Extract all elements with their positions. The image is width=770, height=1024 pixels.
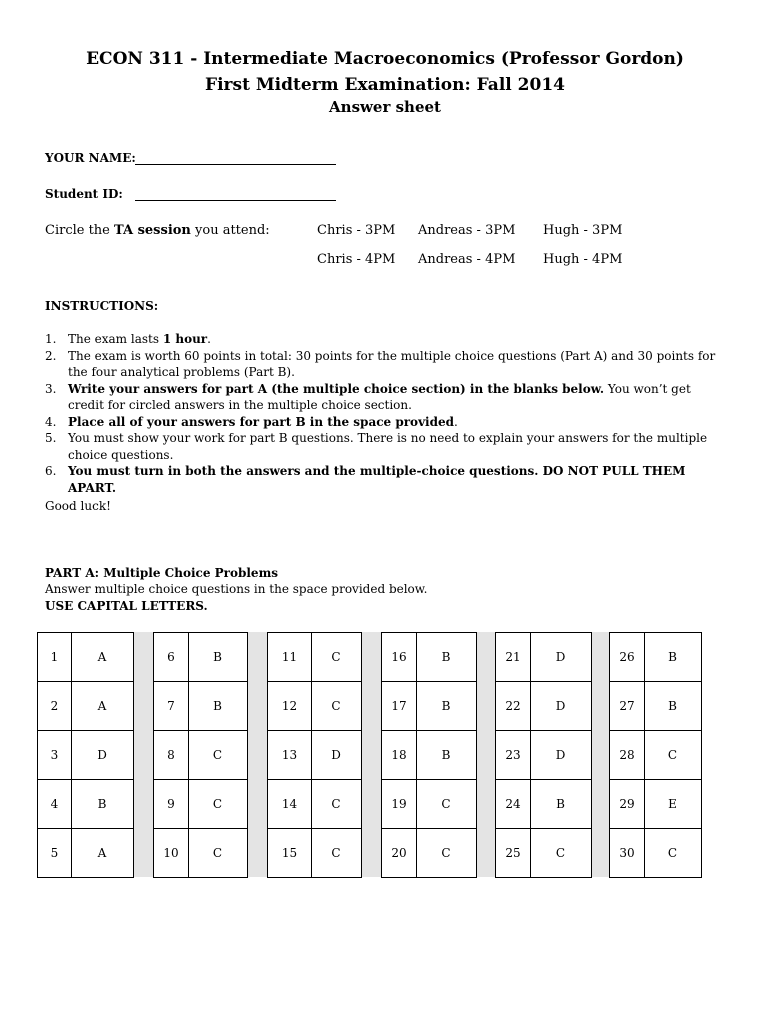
answer-cell[interactable]: A <box>97 699 107 713</box>
question-number: 28 <box>619 748 635 762</box>
instruction-number: 1. <box>45 332 57 346</box>
answer-cell[interactable]: B <box>668 650 677 664</box>
question-number: 24 <box>505 797 521 811</box>
instruction-text: Place all of your answers for part B in the space provided. <box>68 414 458 429</box>
answer-cell[interactable]: A <box>97 650 107 664</box>
answer-cell[interactable]: B <box>97 797 107 811</box>
question-number: 25 <box>505 846 521 860</box>
question-number: 7 <box>167 699 175 713</box>
answer-cell[interactable]: C <box>212 797 223 811</box>
part-a-heading: PART A: Multiple Choice Problems <box>45 566 279 580</box>
answer-cell[interactable]: C <box>441 846 451 860</box>
question-number: 16 <box>391 650 407 664</box>
answer-cell[interactable]: A <box>97 846 107 860</box>
answer-cell[interactable]: B <box>556 797 565 811</box>
question-number: 17 <box>391 699 407 713</box>
instruction-item <box>45 331 725 348</box>
question-number: 1 <box>50 650 59 664</box>
student-id-field[interactable] <box>135 200 336 201</box>
answer-cell[interactable]: D <box>555 699 566 713</box>
question-number: 18 <box>391 748 407 762</box>
question-number: 10 <box>163 846 179 860</box>
instructions-list <box>45 331 725 496</box>
session-option[interactable]: Hugh - 4PM <box>543 252 623 267</box>
instruction-number: 6. <box>45 464 57 478</box>
answer-column <box>381 632 477 878</box>
ta-session-prompt: Circle the TA session you attend: <box>45 223 270 238</box>
answer-cell[interactable]: C <box>331 797 341 811</box>
question-number: 13 <box>281 748 298 762</box>
question-number: 27 <box>619 699 635 713</box>
answer-cell[interactable]: C <box>331 699 341 713</box>
instruction-number: 2. <box>45 348 57 363</box>
name-field[interactable] <box>135 164 336 165</box>
answer-column <box>267 632 362 878</box>
answer-cell[interactable]: C <box>212 748 223 762</box>
instruction-item <box>45 430 725 463</box>
closing-text: Good luck! <box>45 499 111 513</box>
answer-cell[interactable]: D <box>555 650 566 664</box>
answer-cell[interactable]: C <box>667 748 678 762</box>
answer-cell[interactable]: C <box>331 846 341 860</box>
instruction-number: 5. <box>45 431 57 445</box>
student-id-label: Student ID: <box>45 187 123 201</box>
question-number: 6 <box>167 650 175 664</box>
answer-cell[interactable]: B <box>213 699 222 713</box>
question-number: 12 <box>281 699 298 713</box>
answer-cell[interactable]: C <box>331 650 341 664</box>
instruction-number: 4. <box>45 414 57 429</box>
instruction-number: 3. <box>45 381 57 396</box>
session-option[interactable]: Chris - 4PM <box>317 252 396 267</box>
question-number: 15 <box>281 846 298 860</box>
instruction-text: The exam is worth 60 points in total: 30 points for the multiple choice questions (Part A) and 30 points for the four analytical problems (Part B). <box>68 348 716 379</box>
instructions-heading: INSTRUCTIONS: <box>45 299 159 313</box>
question-number: 4 <box>50 797 59 811</box>
answer-cell[interactable]: B <box>441 748 451 762</box>
question-number: 11 <box>281 650 298 664</box>
answer-cell[interactable]: B <box>668 699 677 713</box>
question-number: 23 <box>505 748 521 762</box>
answer-cell[interactable]: D <box>331 748 341 762</box>
instruction-item <box>45 414 725 431</box>
question-number: 5 <box>50 846 59 860</box>
question-number: 29 <box>619 797 635 811</box>
answer-column <box>153 632 248 878</box>
answer-cell[interactable]: D <box>555 748 566 762</box>
answer-cell[interactable]: D <box>97 748 107 762</box>
session-option[interactable]: Hugh - 3PM <box>543 223 623 238</box>
answer-cell[interactable]: C <box>555 846 566 860</box>
instruction-item <box>45 463 725 496</box>
answer-cell[interactable]: B <box>213 650 222 664</box>
answer-cell[interactable]: E <box>668 797 677 811</box>
exam-title: ECON 311 - Intermediate Macroeconomics (Professor Gordon) <box>86 49 684 69</box>
instruction-text: The exam lasts 1 hour. <box>68 332 211 346</box>
question-number: 22 <box>505 699 521 713</box>
instruction-item <box>45 348 725 381</box>
question-number: 26 <box>619 650 635 664</box>
instruction-text: You must show your work for part B questions. There is no need to explain your answers for the multiple choice questions. <box>68 431 708 462</box>
question-number: 19 <box>391 797 407 811</box>
answer-grid-background <box>37 632 701 877</box>
instruction-item <box>45 381 725 414</box>
answer-column <box>609 632 702 878</box>
answer-column <box>495 632 592 878</box>
question-number: 14 <box>281 797 298 811</box>
instruction-text: You must turn in both the answers and the multiple-choice questions. DO NOT PULL THEM APART. <box>68 464 686 495</box>
question-number: 30 <box>619 846 635 860</box>
question-number: 20 <box>391 846 407 860</box>
answer-column <box>37 632 134 878</box>
instruction-text: Write your answers for part A (the multiple choice section) in the blanks below. You won’t get credit for circled answers in the multiple choice section. <box>68 381 691 412</box>
answer-cell[interactable]: C <box>212 846 223 860</box>
question-number: 21 <box>505 650 521 664</box>
session-option[interactable]: Andreas - 3PM <box>418 223 516 238</box>
part-a-instructions: Answer multiple choice questions in the space provided below. <box>45 582 428 596</box>
session-option[interactable]: Chris - 3PM <box>317 223 396 238</box>
answer-cell[interactable]: B <box>441 699 451 713</box>
answer-cell[interactable]: C <box>667 846 678 860</box>
capital-letters-note: USE CAPITAL LETTERS. <box>45 599 208 613</box>
question-number: 2 <box>50 699 59 713</box>
name-label: YOUR NAME: <box>45 151 136 165</box>
answer-cell[interactable]: B <box>441 650 451 664</box>
question-number: 8 <box>167 748 175 762</box>
question-number: 9 <box>167 797 175 811</box>
answer-cell[interactable]: C <box>441 797 451 811</box>
session-option[interactable]: Andreas - 4PM <box>418 252 516 267</box>
sheet-title: Answer sheet <box>329 98 441 116</box>
question-number: 3 <box>50 748 59 762</box>
exam-subtitle: First Midterm Examination: Fall 2014 <box>205 75 565 95</box>
